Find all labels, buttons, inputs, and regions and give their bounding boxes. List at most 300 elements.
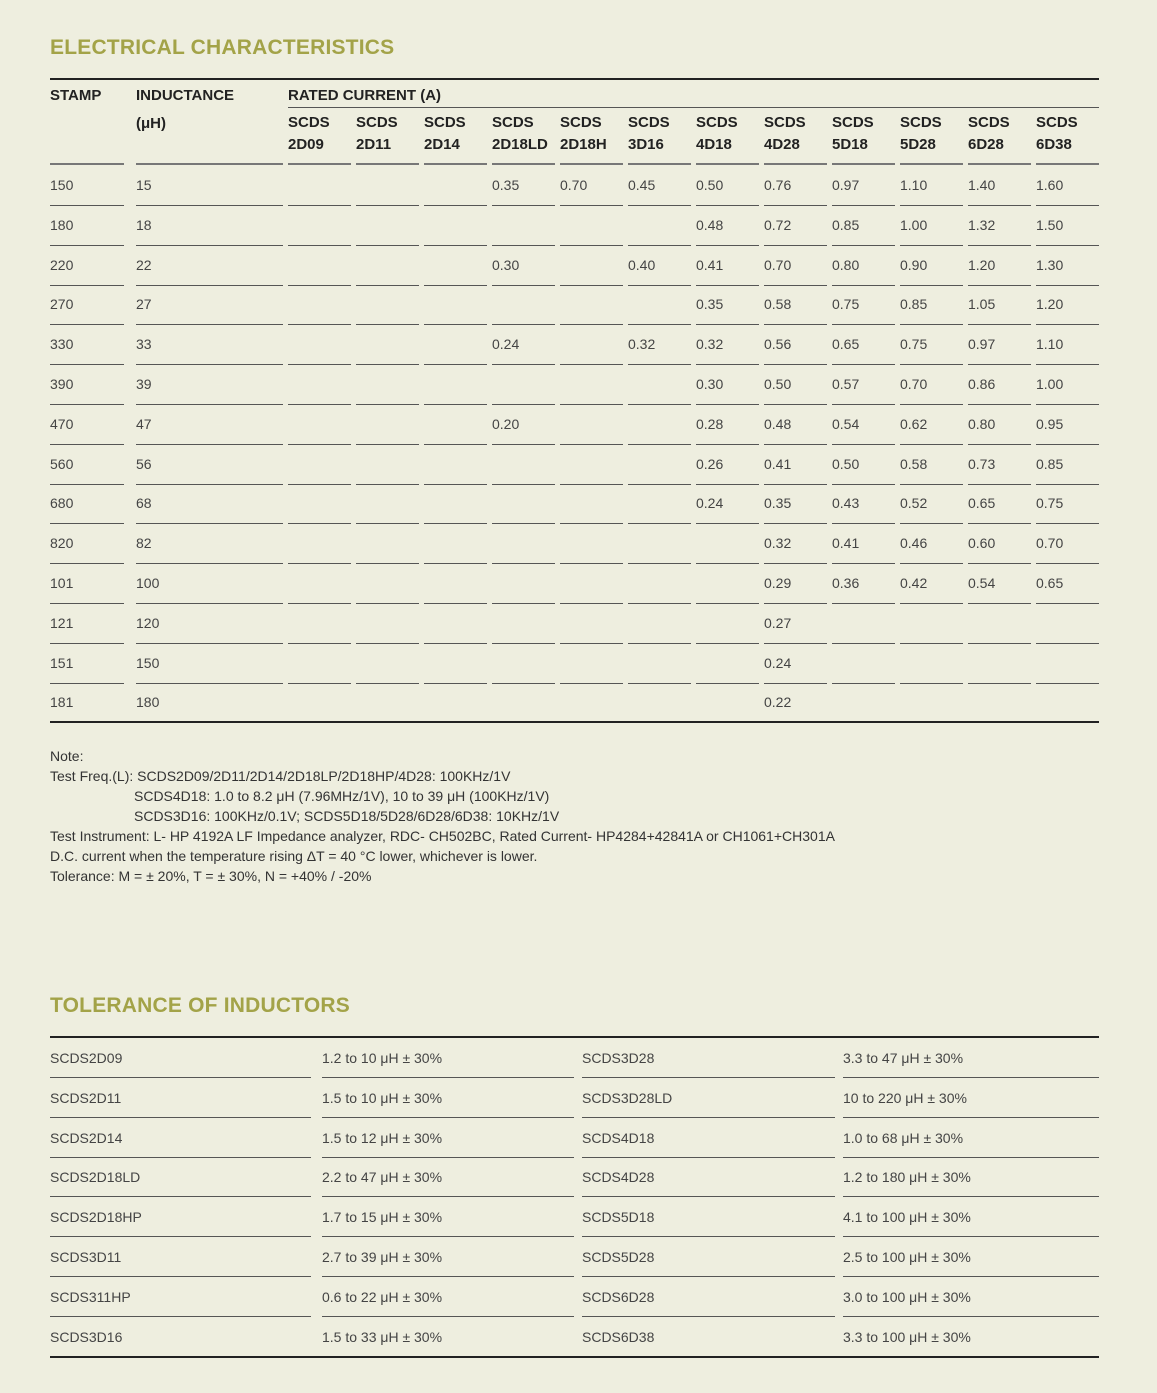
series-header-line1: SCDS (424, 114, 466, 131)
tolerance-row-rule (582, 1077, 835, 1078)
current-cell: 0.85 (900, 296, 928, 313)
series-header (560, 112, 607, 156)
current-cell: 0.41 (696, 256, 724, 273)
current-cell: 0.41 (764, 455, 792, 472)
row-rule (288, 245, 351, 246)
inductance-cell: 150 (136, 654, 160, 671)
current-cell: 0.48 (696, 216, 724, 233)
inductance-cell: 47 (136, 415, 152, 432)
row-rule (696, 205, 759, 206)
row-rule (288, 643, 351, 644)
note-label: Note: (50, 748, 84, 764)
tolerance-range-cell: 2.2 to 47 μH ± 30% (322, 1169, 443, 1186)
current-cell: 0.58 (900, 455, 928, 472)
row-rule (424, 643, 487, 644)
row-rule (356, 324, 419, 325)
row-rule (696, 364, 759, 365)
row-rule (968, 404, 1031, 405)
row-rule (50, 205, 124, 206)
tolerance-series-cell: SCDS5D28 (582, 1249, 655, 1265)
tolerance-row-rule (582, 1316, 835, 1317)
row-rule (900, 444, 963, 445)
row-rule (628, 484, 691, 485)
row-rule (424, 245, 487, 246)
current-cell: 0.85 (832, 216, 860, 233)
tolerance-series-cell: SCDS4D28 (582, 1169, 655, 1186)
row-rule (288, 563, 351, 564)
current-cell: 0.29 (764, 575, 792, 591)
row-rule (968, 563, 1031, 564)
row-rule (492, 683, 555, 684)
tolerance-series-cell: SCDS3D28 (582, 1050, 655, 1066)
row-rule (424, 523, 487, 524)
series-header-line1: SCDS (356, 114, 398, 131)
current-cell: 1.05 (968, 296, 996, 313)
row-rule (136, 205, 283, 206)
row-rule (50, 523, 124, 524)
header-rule (560, 163, 623, 165)
row-rule (696, 324, 759, 325)
current-cell: 0.42 (900, 575, 928, 591)
current-cell: 0.36 (832, 575, 860, 591)
current-cell: 0.90 (900, 256, 928, 273)
row-rule (832, 324, 895, 325)
series-header (968, 112, 1010, 156)
current-cell: 1.32 (968, 216, 996, 233)
header-rule (764, 163, 827, 165)
tolerance-series-cell: SCDS2D14 (50, 1129, 123, 1146)
current-cell: 0.32 (696, 336, 724, 353)
series-header-line2: 2D14 (424, 136, 460, 153)
tolerance-row-rule (322, 1236, 574, 1237)
tolerance-row-rule (582, 1196, 835, 1197)
stamp-cell: 470 (50, 415, 74, 432)
current-cell: 0.65 (832, 336, 860, 353)
row-rule (764, 324, 827, 325)
row-rule (696, 563, 759, 564)
row-rule (900, 683, 963, 684)
row-rule (764, 285, 827, 286)
row-rule (492, 523, 555, 524)
row-rule (560, 643, 623, 644)
inductance-cell: 18 (136, 216, 152, 233)
row-rule (136, 404, 283, 405)
series-header-line1: SCDS (288, 114, 330, 131)
row-rule (1036, 523, 1099, 524)
current-cell: 0.86 (968, 376, 996, 392)
inductance-cell: 180 (136, 694, 160, 711)
tolerance-range-cell: 1.7 to 15 μH ± 30% (322, 1209, 443, 1226)
current-cell: 0.75 (1036, 495, 1064, 512)
row-rule (764, 484, 827, 485)
tolerance-series-cell: SCDS2D09 (50, 1050, 123, 1066)
tolerance-series-cell: SCDS311HP (50, 1288, 131, 1305)
current-cell: 0.48 (764, 415, 792, 432)
row-rule (356, 563, 419, 564)
row-rule (492, 324, 555, 325)
row-rule (832, 404, 895, 405)
series-header-line2: 2D18H (560, 136, 607, 153)
row-rule (424, 404, 487, 405)
row-rule (764, 364, 827, 365)
tolerance-range-cell: 1.0 to 68 μH ± 30% (843, 1129, 964, 1146)
tolerance-range-cell: 1.5 to 12 μH ± 30% (322, 1129, 443, 1146)
current-cell: 0.30 (492, 256, 520, 273)
row-rule (136, 285, 283, 286)
inductance-cell: 100 (136, 575, 160, 591)
current-cell: 1.60 (1036, 177, 1064, 193)
series-header-line1: SCDS (900, 114, 942, 131)
row-rule (424, 364, 487, 365)
row-rule (832, 285, 895, 286)
tolerance-row-rule (50, 1077, 311, 1078)
row-rule (560, 324, 623, 325)
current-cell: 0.35 (492, 177, 520, 193)
series-header-line1: SCDS (1036, 114, 1078, 131)
series-header (696, 112, 738, 156)
row-rule (900, 364, 963, 365)
series-header-line1: SCDS (764, 114, 806, 131)
inductance-cell: 15 (136, 177, 152, 193)
current-cell: 1.20 (968, 256, 996, 273)
current-cell: 0.50 (832, 455, 860, 472)
series-header-line2: 4D28 (764, 136, 800, 153)
row-rule (832, 364, 895, 365)
current-cell: 0.75 (900, 336, 928, 353)
series-header-line2: 4D18 (696, 136, 732, 153)
row-rule (628, 643, 691, 644)
series-header (900, 112, 942, 156)
note-dc-current: D.C. current when the temperature rising ΔT = 40 °C lower, whichever is lower. (50, 848, 538, 864)
row-rule (968, 683, 1031, 684)
row-rule (1036, 245, 1099, 246)
header-rule (968, 163, 1031, 165)
row-rule (492, 563, 555, 564)
row-rule (764, 245, 827, 246)
tolerance-row-rule (322, 1316, 574, 1317)
series-header (288, 112, 330, 156)
row-rule (356, 364, 419, 365)
current-cell: 0.97 (968, 336, 996, 353)
row-rule (1036, 603, 1099, 604)
row-rule (1036, 444, 1099, 445)
row-rule (136, 643, 283, 644)
tolerance-range-cell: 1.5 to 33 μH ± 30% (322, 1328, 443, 1345)
row-rule (628, 444, 691, 445)
row-rule (628, 205, 691, 206)
row-rule (288, 364, 351, 365)
row-rule (356, 603, 419, 604)
row-rule (356, 484, 419, 485)
row-rule (1036, 285, 1099, 286)
series-header-line2: 3D16 (628, 136, 664, 153)
row-rule (1036, 404, 1099, 405)
current-cell: 0.95 (1036, 415, 1064, 432)
rated-current-rule (288, 107, 1099, 108)
current-cell: 0.26 (696, 455, 724, 472)
row-rule (356, 683, 419, 684)
row-rule (50, 404, 124, 405)
row-rule (968, 523, 1031, 524)
current-cell: 0.27 (764, 614, 792, 631)
current-cell: 0.80 (968, 415, 996, 432)
row-rule (968, 643, 1031, 644)
row-rule (136, 484, 283, 485)
row-rule (560, 205, 623, 206)
row-rule (136, 324, 283, 325)
header-rule (696, 163, 759, 165)
row-rule (50, 324, 124, 325)
row-rule (696, 484, 759, 485)
row-rule (50, 364, 124, 365)
tolerance-row-rule (322, 1157, 574, 1158)
row-rule (628, 404, 691, 405)
row-rule (492, 245, 555, 246)
row-rule (424, 285, 487, 286)
current-cell: 0.65 (968, 495, 996, 512)
row-rule (900, 523, 963, 524)
row-rule (424, 205, 487, 206)
current-cell: 0.32 (764, 535, 792, 552)
tolerance-row-rule (322, 1077, 574, 1078)
current-cell: 1.30 (1036, 256, 1064, 273)
row-rule (1036, 484, 1099, 485)
row-rule (900, 643, 963, 644)
header-rule (900, 163, 963, 165)
current-cell: 1.50 (1036, 216, 1064, 233)
row-rule (288, 523, 351, 524)
series-header-line2: 2D09 (288, 136, 324, 153)
row-rule (968, 364, 1031, 365)
row-rule (560, 563, 623, 564)
current-cell: 0.50 (696, 177, 724, 193)
row-rule (560, 484, 623, 485)
row-rule (764, 523, 827, 524)
row-rule (968, 285, 1031, 286)
tolerance-row-rule (582, 1157, 835, 1158)
tolerance-range-cell: 0.6 to 22 μH ± 30% (322, 1288, 443, 1305)
row-rule (288, 683, 351, 684)
stamp-cell: 151 (50, 654, 74, 671)
row-rule (832, 563, 895, 564)
inductance-cell: 33 (136, 336, 152, 353)
current-cell: 0.54 (832, 415, 860, 432)
row-rule (628, 364, 691, 365)
row-rule (696, 245, 759, 246)
current-cell: 0.54 (968, 575, 996, 591)
tolerance-row-rule (50, 1157, 311, 1158)
current-cell: 0.56 (764, 336, 792, 353)
tolerance-top-rule (50, 1036, 1099, 1038)
row-rule (696, 444, 759, 445)
row-rule (492, 364, 555, 365)
current-cell: 0.70 (764, 256, 792, 273)
series-header (764, 112, 806, 156)
row-rule (628, 603, 691, 604)
current-cell: 0.80 (832, 256, 860, 273)
row-rule (560, 285, 623, 286)
note-test-instrument: Test Instrument: L- HP 4192A LF Impedance analyzer, RDC- CH502BC, Rated Current- HP4284+42841A or CH1061+CH301A (50, 828, 835, 844)
row-rule (628, 683, 691, 684)
series-header-line2: 2D18LD (492, 136, 548, 153)
row-rule (50, 683, 124, 684)
tolerance-row-rule (50, 1316, 311, 1317)
row-rule (424, 324, 487, 325)
tolerance-series-cell: SCDS5D18 (582, 1209, 655, 1226)
current-cell: 0.70 (1036, 535, 1064, 552)
tolerance-range-cell: 1.2 to 10 μH ± 30% (322, 1050, 443, 1066)
current-cell: 0.76 (764, 177, 792, 193)
tolerance-row-rule (322, 1276, 574, 1277)
tolerance-of-inductors-title: TOLERANCE OF INDUCTORS (50, 994, 350, 1017)
row-rule (50, 643, 124, 644)
row-rule (832, 643, 895, 644)
header-rule (356, 163, 419, 165)
tolerance-series-cell: SCDS3D16 (50, 1328, 123, 1345)
current-cell: 0.85 (1036, 455, 1064, 472)
series-header-line1: SCDS (832, 114, 874, 131)
row-rule (356, 404, 419, 405)
current-cell: 0.41 (832, 535, 860, 552)
tolerance-row-rule (843, 1157, 1099, 1158)
row-rule (288, 484, 351, 485)
current-cell: 0.75 (832, 296, 860, 313)
row-rule (628, 245, 691, 246)
row-rule (900, 563, 963, 564)
inductance-cell: 68 (136, 495, 152, 512)
row-rule (492, 444, 555, 445)
series-header-line2: 5D28 (900, 136, 936, 153)
row-rule (560, 603, 623, 604)
inductance-cell: 82 (136, 535, 152, 552)
current-cell: 1.20 (1036, 296, 1064, 313)
stamp-cell: 390 (50, 376, 74, 392)
row-rule (832, 245, 895, 246)
row-rule (1036, 324, 1099, 325)
current-cell: 1.00 (1036, 376, 1064, 392)
tolerance-row-rule (50, 1117, 311, 1118)
series-header-line1: SCDS (628, 114, 670, 131)
current-cell: 0.50 (764, 376, 792, 392)
row-rule (356, 205, 419, 206)
series-header-line1: SCDS (560, 114, 602, 131)
stamp-cell: 121 (50, 614, 74, 631)
row-rule (560, 444, 623, 445)
current-cell: 1.10 (900, 177, 928, 193)
tolerance-range-cell: 4.1 to 100 μH ± 30% (843, 1209, 971, 1226)
current-cell: 0.35 (696, 296, 724, 313)
row-rule (424, 444, 487, 445)
row-rule (764, 643, 827, 644)
current-cell: 0.30 (696, 376, 724, 392)
tolerance-row-rule (582, 1117, 835, 1118)
row-rule (764, 444, 827, 445)
stamp-cell: 101 (50, 575, 74, 591)
inductance-cell: 120 (136, 614, 160, 631)
current-cell: 0.46 (900, 535, 928, 552)
current-cell: 1.00 (900, 216, 928, 233)
series-header-line2: 2D11 (356, 136, 392, 153)
tolerance-row-rule (50, 1276, 311, 1277)
row-rule (1036, 683, 1099, 684)
row-rule (696, 523, 759, 524)
row-rule (900, 404, 963, 405)
stamp-cell: 181 (50, 694, 74, 711)
current-cell: 0.73 (968, 455, 996, 472)
inductance-unit: (μH) (136, 115, 166, 132)
series-header (424, 112, 466, 156)
row-rule (764, 563, 827, 564)
tolerance-row-rule (50, 1196, 311, 1197)
table-bottom-rule (50, 721, 1099, 723)
series-header-line2: 5D18 (832, 136, 868, 153)
current-cell: 0.40 (628, 256, 656, 273)
row-rule (968, 324, 1031, 325)
row-rule (492, 404, 555, 405)
row-rule (356, 523, 419, 524)
current-cell: 0.24 (492, 336, 520, 353)
current-cell: 0.35 (764, 495, 792, 512)
row-rule (832, 683, 895, 684)
tolerance-range-cell: 10 to 220 μH ± 30% (843, 1089, 967, 1106)
current-cell: 0.28 (696, 415, 724, 432)
current-cell: 0.52 (900, 495, 928, 512)
row-rule (50, 484, 124, 485)
tolerance-series-cell: SCDS6D28 (582, 1288, 655, 1305)
row-rule (136, 364, 283, 365)
inductance-cell: 27 (136, 296, 152, 313)
series-header (832, 112, 874, 156)
row-rule (968, 484, 1031, 485)
current-cell: 1.40 (968, 177, 996, 193)
row-rule (696, 404, 759, 405)
tolerance-range-cell: 3.3 to 100 μH ± 30% (843, 1328, 971, 1345)
tolerance-row-rule (843, 1196, 1099, 1197)
row-rule (560, 245, 623, 246)
row-rule (424, 563, 487, 564)
current-cell: 0.70 (560, 177, 588, 193)
tolerance-series-cell: SCDS2D11 (50, 1089, 122, 1106)
row-rule (968, 444, 1031, 445)
row-rule (900, 205, 963, 206)
inductance-header: INDUCTANCE (136, 87, 235, 104)
stamp-cell: 150 (50, 177, 74, 193)
tolerance-series-cell: SCDS4D18 (582, 1129, 655, 1146)
stamp-header: STAMP (50, 87, 102, 104)
row-rule (424, 683, 487, 684)
tolerance-row-rule (843, 1276, 1099, 1277)
header-rule (136, 163, 283, 165)
row-rule (1036, 364, 1099, 365)
series-header-line1: SCDS (968, 114, 1010, 131)
stamp-cell: 180 (50, 216, 74, 233)
row-rule (492, 484, 555, 485)
row-rule (764, 683, 827, 684)
row-rule (560, 404, 623, 405)
note-tolerance: Tolerance: M = ± 20%, T = ± 30%, N = +40% / -20% (50, 868, 372, 884)
rated-current-header: RATED CURRENT (A) (288, 87, 442, 104)
row-rule (1036, 563, 1099, 564)
series-header (628, 112, 670, 156)
row-rule (136, 563, 283, 564)
stamp-cell: 330 (50, 336, 74, 353)
row-rule (136, 683, 283, 684)
row-rule (492, 643, 555, 644)
current-cell: 0.60 (968, 535, 996, 552)
row-rule (136, 444, 283, 445)
current-cell: 0.57 (832, 376, 860, 392)
tolerance-range-cell: 2.7 to 39 μH ± 30% (322, 1249, 443, 1265)
